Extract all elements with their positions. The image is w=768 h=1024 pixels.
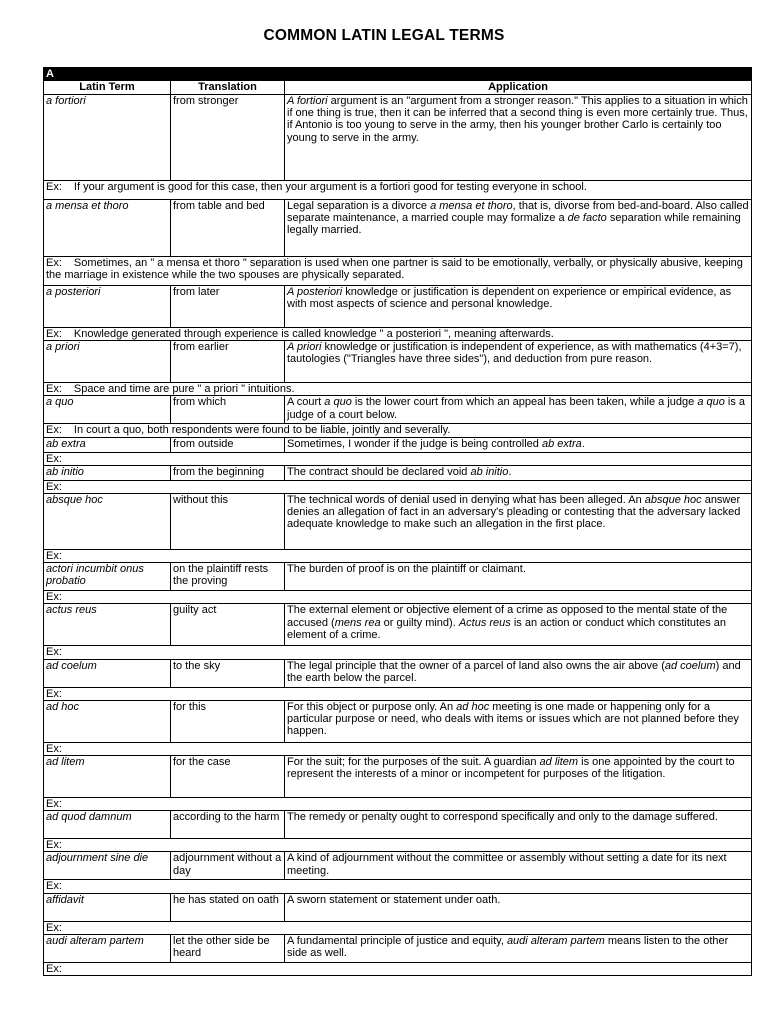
application-text: The external element or objective element of a crime as opposed to the mental state of the accused ( — [287, 604, 728, 629]
term-row — [44, 200, 752, 257]
example-label: Ex: — [46, 646, 62, 659]
application-text: The legal principle that the owner of a parcel of land also owns the air above ( — [287, 659, 665, 672]
example-row — [44, 257, 752, 286]
application-text: means listen to the other side as well. — [287, 934, 729, 960]
application-text: meeting is one made or happening only for a particular purpose or need, who deals with items or issues which are not planned before they happen. — [287, 700, 739, 738]
example-cell — [44, 921, 752, 934]
example-row — [44, 687, 752, 700]
example-text: Space and time are pure " a priori " intuitions. — [73, 383, 295, 396]
example-row — [44, 181, 752, 200]
italic-term: absque hoc — [644, 494, 702, 507]
translation: guilty act — [171, 604, 285, 646]
example-row — [44, 591, 752, 604]
example-cell — [44, 257, 752, 286]
latin-term: ad coelum — [44, 659, 171, 687]
application — [285, 811, 752, 839]
latin-term: ad hoc — [44, 700, 171, 742]
italic-term: ad hoc — [456, 700, 490, 713]
example-label: Ex: — [46, 839, 62, 852]
translation: from stronger — [171, 95, 285, 181]
translation: according to the harm — [171, 811, 285, 839]
column-header-application: Application — [285, 81, 752, 95]
latin-term: actori incumbit onus probatio — [44, 563, 171, 591]
term-row — [44, 811, 752, 839]
term-row — [44, 604, 752, 646]
application-text: answer denies an allegation of fact in an adversary's pleading or contesting that the adversary lacked adequate knowledge to make such an allegation in the first place. — [287, 494, 741, 531]
italic-term: audi alteram partem — [506, 934, 605, 947]
example-row — [44, 839, 752, 852]
example-row — [44, 480, 752, 493]
application-text: ) and the earth below the parcel. — [287, 659, 741, 684]
application — [285, 396, 752, 424]
example-row — [44, 550, 752, 563]
term-row — [44, 700, 752, 742]
application — [285, 437, 752, 452]
term-row — [44, 659, 752, 687]
italic-term: ad coelum — [664, 659, 716, 672]
example-row — [44, 328, 752, 341]
application-text: Legal separation is a divorce — [287, 200, 431, 212]
example-label: Ex: — [46, 550, 62, 563]
latin-term: absque hoc — [44, 494, 171, 550]
italic-term: Actus reus — [458, 616, 511, 629]
application — [285, 286, 752, 328]
application-text: The contract should be declared void — [287, 465, 471, 478]
translation: for the case — [171, 756, 285, 798]
translation: to the sky — [171, 659, 285, 687]
column-header-term: Latin Term — [44, 81, 171, 95]
example-cell — [44, 962, 752, 975]
application — [285, 563, 752, 591]
example-row — [44, 798, 752, 811]
application-text: or guilty mind). — [380, 616, 459, 629]
latin-term: a quo — [44, 396, 171, 424]
translation: from later — [171, 286, 285, 328]
example-cell — [44, 742, 752, 755]
latin-terms-table — [43, 67, 752, 976]
italic-term: a quo — [697, 396, 725, 409]
application — [285, 604, 752, 646]
application — [285, 659, 752, 687]
example-cell — [44, 798, 752, 811]
latin-term: ab extra — [44, 437, 171, 452]
latin-term: ad quod damnum — [44, 811, 171, 839]
application-text: is an action or conduct which constitutes an element of a crime. — [287, 616, 727, 641]
application — [285, 494, 752, 550]
translation: from outside — [171, 437, 285, 452]
application-text: is a judge of a court below. — [287, 396, 746, 421]
term-row — [44, 341, 752, 383]
example-cell — [44, 646, 752, 659]
application-text: . — [508, 465, 512, 478]
italic-term: a quo — [324, 396, 352, 409]
application-text: is one appointed by the court to represent the interests of a minor or incompetent for purposes of the litigation. — [287, 756, 735, 781]
latin-term: a posteriori — [44, 286, 171, 328]
application-text: A sworn statement or statement under oath. — [287, 893, 501, 906]
example-label: Ex: — [46, 591, 62, 604]
example-label: Ex: — [46, 480, 62, 493]
example-cell — [44, 591, 752, 604]
application — [285, 200, 752, 257]
application-text: A fundamental principle of justice and equity, — [287, 934, 507, 947]
example-cell — [44, 550, 752, 563]
translation: let the other side be heard — [171, 934, 285, 962]
translation: without this — [171, 494, 285, 550]
example-cell — [44, 839, 752, 852]
translation: for this — [171, 700, 285, 742]
example-cell — [44, 181, 752, 200]
application — [285, 756, 752, 798]
example-label: Ex: — [46, 687, 62, 700]
translation: from earlier — [171, 341, 285, 383]
italic-term: ab initio — [470, 465, 509, 478]
example-text: If your argument is good for this case, then your argument is a fortiori good for testing everyone in school. — [73, 181, 587, 193]
application-text: separation while remaining legally married. — [287, 212, 741, 237]
example-row — [44, 646, 752, 659]
application-text: A kind of adjournment without the committee or assembly without setting a date for its next meeting. — [287, 852, 727, 877]
italic-term: A fortiori — [287, 95, 328, 107]
term-row — [44, 494, 752, 550]
application-text: The technical words of denial used in denying what has been alleged. An — [287, 494, 645, 507]
example-row — [44, 742, 752, 755]
latin-term: a fortiori — [44, 95, 171, 181]
application-text: knowledge or justification is independent of experience, as with mathematics (4+3=7), tautologies ("Triangles have three sides"), and deduction from pure reason. — [287, 341, 742, 366]
example-row — [44, 962, 752, 975]
term-row — [44, 563, 752, 591]
application — [285, 893, 752, 921]
italic-term: a mensa et thoro — [430, 200, 513, 212]
example-row — [44, 880, 752, 893]
example-text: Knowledge generated through experience is called knowledge " a posteriori ", meaning afterwards. — [73, 328, 554, 340]
translation: from table and bed — [171, 200, 285, 257]
term-row — [44, 437, 752, 452]
application — [285, 934, 752, 962]
example-label: Ex: — [46, 452, 62, 465]
term-row — [44, 934, 752, 962]
example-label: Ex: — [46, 181, 62, 193]
section-header-row — [44, 68, 752, 81]
italic-term: mens rea — [334, 616, 381, 629]
example-row — [44, 424, 752, 437]
application — [285, 852, 752, 880]
term-row — [44, 893, 752, 921]
example-label: Ex: — [46, 962, 62, 975]
application-text: argument is an "argument from a stronger reason." This applies to a situation in which if one thing is true, then it can be inferred that a second thing is even more certainly true. Thus, if Antonio is too young to serve in the army, then his younger brother Carlo is certainly too young to serve in the army. — [287, 95, 748, 144]
application-text: Sometimes, I wonder if the judge is being controlled — [287, 437, 542, 450]
application-text: The remedy or penalty ought to correspond specifically and only to the damage suffered. — [287, 811, 718, 824]
latin-term: a mensa et thoro — [44, 200, 171, 257]
translation: on the plaintiff rests the proving — [171, 563, 285, 591]
example-row — [44, 921, 752, 934]
italic-term: de facto — [567, 212, 607, 225]
application-text: knowledge or justification is dependent on experience or empirical evidence, as with most aspects of science and personal knowledge. — [287, 286, 732, 311]
italic-term: A posteriori — [287, 286, 343, 298]
application-text: is the lower court from which an appeal has been taken, while a judge — [351, 396, 698, 409]
example-cell — [44, 328, 752, 341]
translation: from the beginning — [171, 465, 285, 480]
example-cell — [44, 880, 752, 893]
latin-term: adjournment sine die — [44, 852, 171, 880]
latin-term: affidavit — [44, 893, 171, 921]
example-row — [44, 383, 752, 396]
example-cell — [44, 424, 752, 437]
latin-term: actus reus — [44, 604, 171, 646]
application — [285, 700, 752, 742]
translation: from which — [171, 396, 285, 424]
term-row — [44, 756, 752, 798]
application-text: . — [581, 437, 585, 450]
translation: adjournment without a day — [171, 852, 285, 880]
example-label: Ex: — [46, 921, 62, 934]
translation: he has stated on oath — [171, 893, 285, 921]
example-label: Ex: — [46, 383, 62, 396]
application-text: For the suit; for the purposes of the suit. A guardian — [287, 756, 540, 769]
example-text: Sometimes, an " a mensa et thoro " separation is used when one partner is said to be emotionally, verbally, or physically abusive, keeping the marriage in existence while the two spouses are physically separated. — [46, 257, 743, 282]
application-text: For this object or purpose only. An — [287, 700, 457, 713]
term-row — [44, 852, 752, 880]
application — [285, 95, 752, 181]
italic-term: ab extra — [541, 437, 582, 450]
column-header-translation: Translation — [171, 81, 285, 95]
term-row — [44, 465, 752, 480]
example-cell — [44, 383, 752, 396]
application-text: The burden of proof is on the plaintiff or claimant. — [287, 563, 526, 576]
application — [285, 341, 752, 383]
example-cell — [44, 687, 752, 700]
example-label: Ex: — [46, 424, 62, 437]
section-letter: A — [44, 68, 752, 81]
application-text: , that is, divorse from bed-and-board. Also called separate maintenance, a married couple may formalize a — [287, 200, 749, 225]
example-row — [44, 452, 752, 465]
example-label: Ex: — [46, 742, 62, 755]
example-cell — [44, 480, 752, 493]
latin-term: a priori — [44, 341, 171, 383]
example-text: In court a quo, both respondents were found to be liable, jointly and severally. — [73, 424, 451, 437]
page-title: COMMON LATIN LEGAL TERMS — [263, 27, 505, 44]
italic-term: A priori — [287, 341, 322, 354]
term-row — [44, 396, 752, 424]
application-text: A court — [287, 396, 325, 409]
example-label: Ex: — [46, 328, 62, 340]
latin-term: audi alteram partem — [44, 934, 171, 962]
example-cell — [44, 452, 752, 465]
example-label: Ex: — [46, 880, 62, 893]
term-row — [44, 95, 752, 181]
column-header-row — [44, 81, 752, 95]
example-label: Ex: — [46, 798, 62, 811]
example-label: Ex: — [46, 257, 62, 269]
latin-term: ab initio — [44, 465, 171, 480]
italic-term: ad litem — [539, 756, 579, 769]
latin-term: ad litem — [44, 756, 171, 798]
term-row — [44, 286, 752, 328]
application — [285, 465, 752, 480]
